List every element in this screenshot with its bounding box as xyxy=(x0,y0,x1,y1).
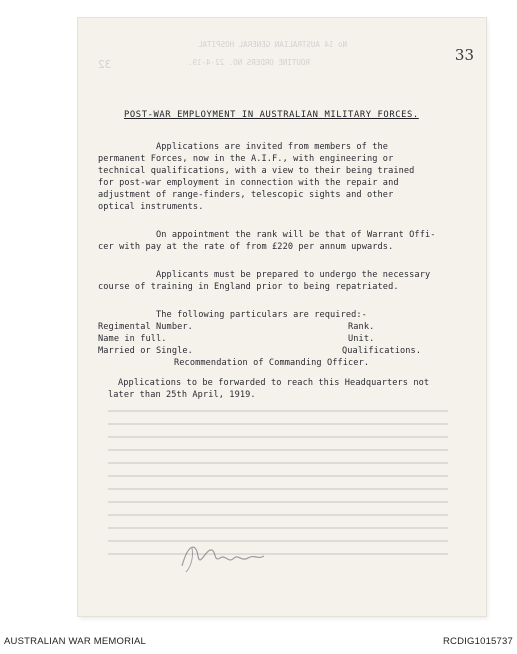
recommendation-line: Recommendation of Commanding Officer. xyxy=(174,358,370,368)
p1-line-2: permanent Forces, now in the A.I.F., with engineering or xyxy=(98,154,394,164)
document-title: POST-WAR EMPLOYMENT IN AUSTRALIAN MILITARY FORCES. xyxy=(124,110,419,120)
p1-line-3: technical qualifications, with a view to their being trained xyxy=(98,166,415,176)
p1-line-4: for post-war employment in connection with the repair and xyxy=(98,178,399,188)
p1-line-6: optical instruments. xyxy=(98,202,204,212)
bleed-through-header: No 14 AUSTRALIAN GENERAL HOSPITAL xyxy=(198,40,348,49)
particular-left-1: Regimental Number. xyxy=(98,322,193,332)
p2-line-2: cer with pay at the rate of from £220 per annum upwards. xyxy=(98,242,394,252)
document-page xyxy=(78,18,486,616)
footer-record-id: RCDIG1015737 xyxy=(443,636,513,647)
page-number: 33 xyxy=(454,46,474,64)
particular-left-2: Name in full. xyxy=(98,334,167,344)
closing-line-1: Applications to be forwarded to reach this Headquarters not xyxy=(118,378,430,388)
particular-right-1: Rank. xyxy=(348,322,375,332)
p3-line-1: Applicants must be prepared to undergo the necessary xyxy=(156,270,431,280)
p2-line-1: On appointment the rank will be that of Warrant Offi- xyxy=(156,230,436,240)
footer-institution: AUSTRALIAN WAR MEMORIAL xyxy=(4,636,147,647)
p1-line-1: Applications are invited from members of the xyxy=(156,142,389,152)
p3-line-2: course of training in England prior to being repatriated. xyxy=(98,282,399,292)
closing-line-2: later than 25th April, 1919. xyxy=(108,390,256,400)
particulars-heading: The following particulars are required:- xyxy=(156,310,367,320)
bleed-through-text-block xyxy=(108,410,448,560)
particular-right-3: Qualifications. xyxy=(342,346,422,356)
particular-right-2: Unit. xyxy=(348,334,375,344)
particular-left-3: Married or Single. xyxy=(98,346,193,356)
bleed-through-subheader: ROUTINE ORDERS NO. 22-4-19. xyxy=(188,58,310,67)
bleed-through-page-number: 32 xyxy=(98,58,112,71)
p1-line-5: adjustment of range-finders, telescopic sights and other xyxy=(98,190,394,200)
